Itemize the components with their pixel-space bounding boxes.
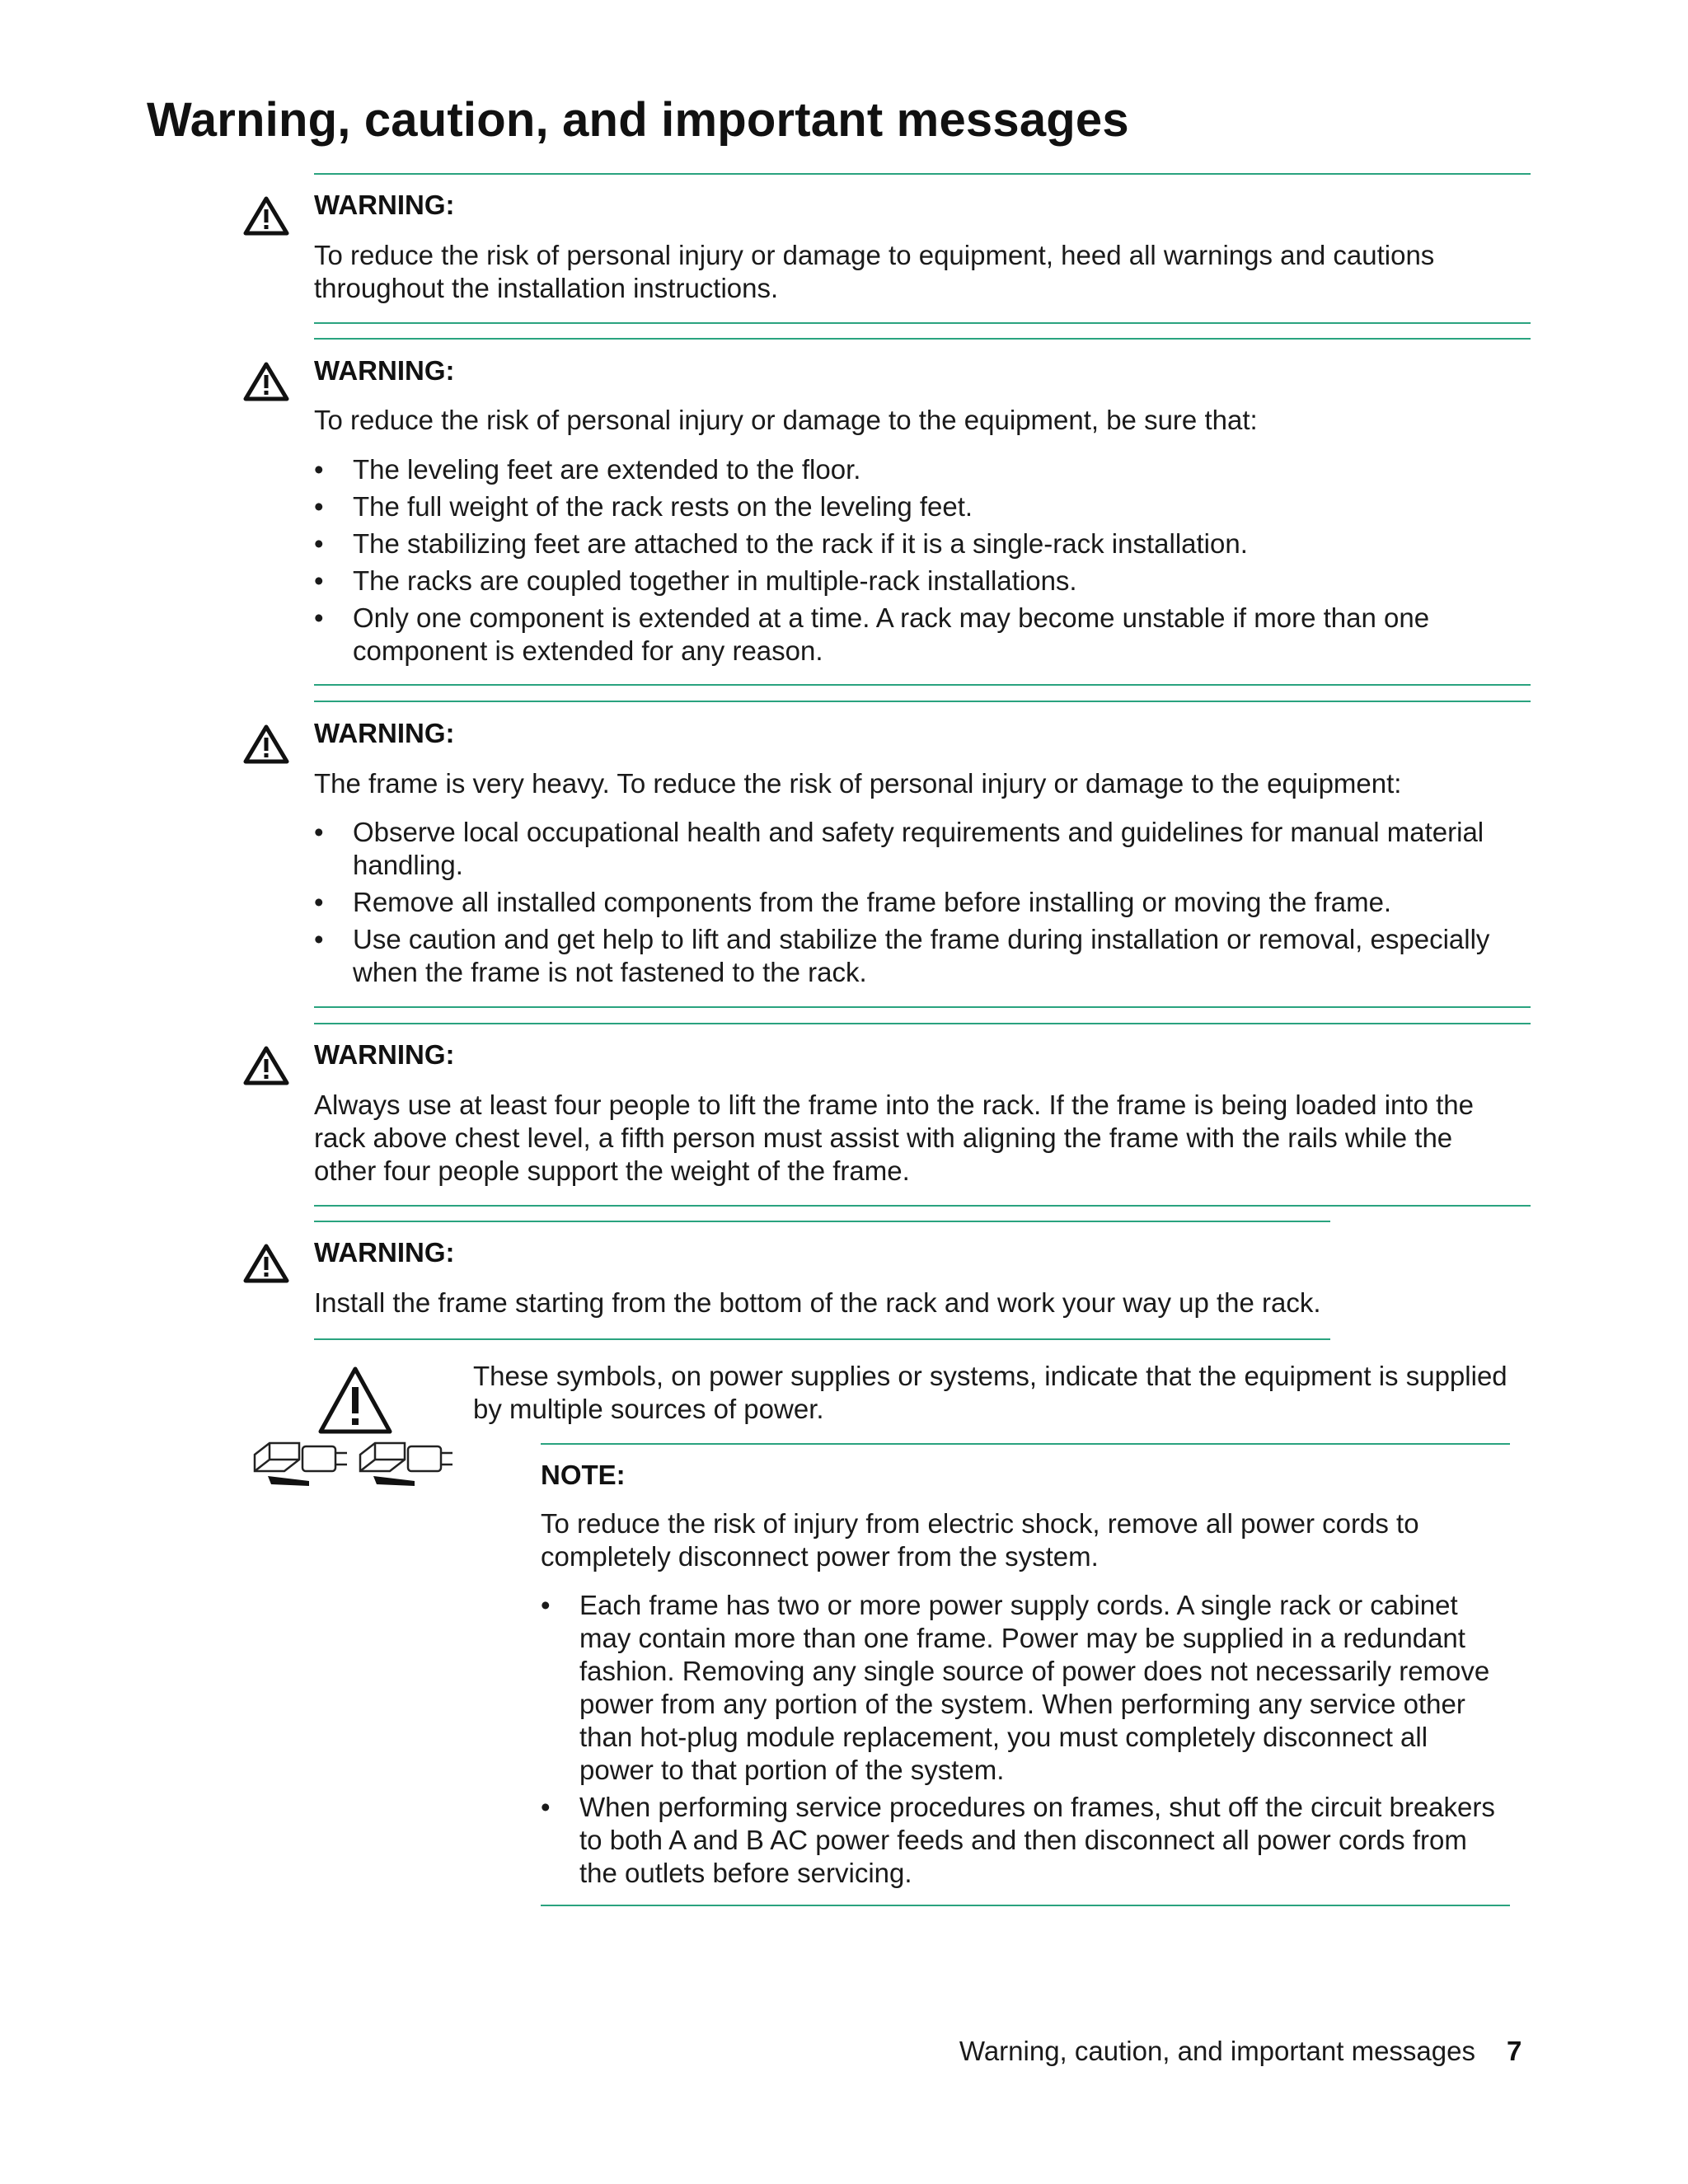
note-text: To reduce the risk of injury from electric shock, remove all power cords to completely disconnect power from the system. bbox=[541, 1508, 1419, 1572]
warning-triangle-icon bbox=[243, 1243, 289, 1284]
list-item: • The full weight of the rack rests on the leveling feet. bbox=[314, 491, 973, 522]
warning-label: WARNING: bbox=[314, 1039, 455, 1070]
list-item: • Observe local occupational health and safety requirements and guidelines for manual material handling. bbox=[314, 817, 1484, 880]
warning-text: The frame is very heavy. To reduce the risk of personal injury or damage to the equipment: bbox=[314, 768, 1402, 799]
list-item: • Each frame has two or more power supply cords. A single rack or cabinet may contain more than one frame. Power may be supplied in a redundant fashion. Removing any single source of power does not necessarily remove power from any portion of the system. When performing any service other than hot-plug module replacement, you must completely disconnect all power to that portion of the system. bbox=[541, 1590, 1490, 1785]
warning-text: To reduce the risk of personal injury or damage to the equipment, be sure that: bbox=[314, 405, 1258, 435]
divider bbox=[314, 173, 1531, 175]
divider bbox=[314, 1338, 1330, 1340]
divider bbox=[314, 1006, 1531, 1008]
warning-label: WARNING: bbox=[314, 190, 455, 220]
divider bbox=[541, 1905, 1510, 1906]
page-number: 7 bbox=[1507, 2036, 1522, 2066]
divider bbox=[541, 1443, 1510, 1445]
warning-triangle-icon bbox=[243, 195, 289, 237]
divider bbox=[314, 338, 1531, 340]
list-item: • The leveling feet are extended to the floor. bbox=[314, 454, 861, 485]
divider bbox=[314, 322, 1531, 324]
list-item: • Only one component is extended at a time. A rack may become unstable if more than one component is extended for any reason. bbox=[314, 602, 1430, 666]
footer-section-title: Warning, caution, and important messages bbox=[959, 2036, 1475, 2066]
divider bbox=[314, 684, 1531, 686]
warning-text: To reduce the risk of personal injury or damage to equipment, heed all warnings and cautions throughout the installation instructions. bbox=[314, 240, 1435, 303]
warning-triangle-icon bbox=[243, 1045, 289, 1086]
warning-bullet-list bbox=[314, 453, 1501, 672]
warning-label: WARNING: bbox=[314, 718, 455, 748]
multiple-power-sources-icon bbox=[251, 1364, 466, 1504]
page-title: Warning, caution, and important messages bbox=[147, 93, 1129, 147]
warning-label: WARNING: bbox=[314, 355, 455, 386]
list-item: • When performing service procedures on frames, shut off the circuit breakers to both A and B AC power feeds and then disconnect all power cords from the outlets before servicing. bbox=[541, 1792, 1495, 1888]
warning-triangle-icon bbox=[243, 724, 289, 765]
warning-bullet-list bbox=[314, 816, 1501, 993]
note-label: NOTE: bbox=[541, 1460, 626, 1490]
warning-triangle-icon bbox=[243, 361, 289, 402]
list-item: • Remove all installed components from the frame before installing or moving the frame. bbox=[314, 887, 1392, 917]
divider bbox=[314, 1205, 1531, 1207]
warning-text: Always use at least four people to lift the frame into the rack. If the frame is being loaded into the rack above chest level, a fifth person must assist with aligning the frame with the rails while the other four people support the weight of the frame. bbox=[314, 1090, 1474, 1186]
warning-text: Install the frame starting from the bottom of the rack and work your way up the rack. bbox=[314, 1287, 1321, 1318]
list-item: • The stabilizing feet are attached to the rack if it is a single-rack installation. bbox=[314, 528, 1248, 559]
divider bbox=[314, 1023, 1531, 1024]
divider bbox=[314, 1221, 1330, 1222]
list-item: • Use caution and get help to lift and stabilize the frame during installation or removal, especially when the frame is not fastened to the rack. bbox=[314, 924, 1490, 987]
list-item: • The racks are coupled together in multiple-rack installations. bbox=[314, 565, 1077, 596]
divider bbox=[314, 701, 1531, 702]
note-bullet-list bbox=[541, 1589, 1505, 1894]
symbols-description: These symbols, on power supplies or systems, indicate that the equipment is supplied by multiple sources of power. bbox=[473, 1361, 1507, 1424]
warning-label: WARNING: bbox=[314, 1237, 455, 1268]
